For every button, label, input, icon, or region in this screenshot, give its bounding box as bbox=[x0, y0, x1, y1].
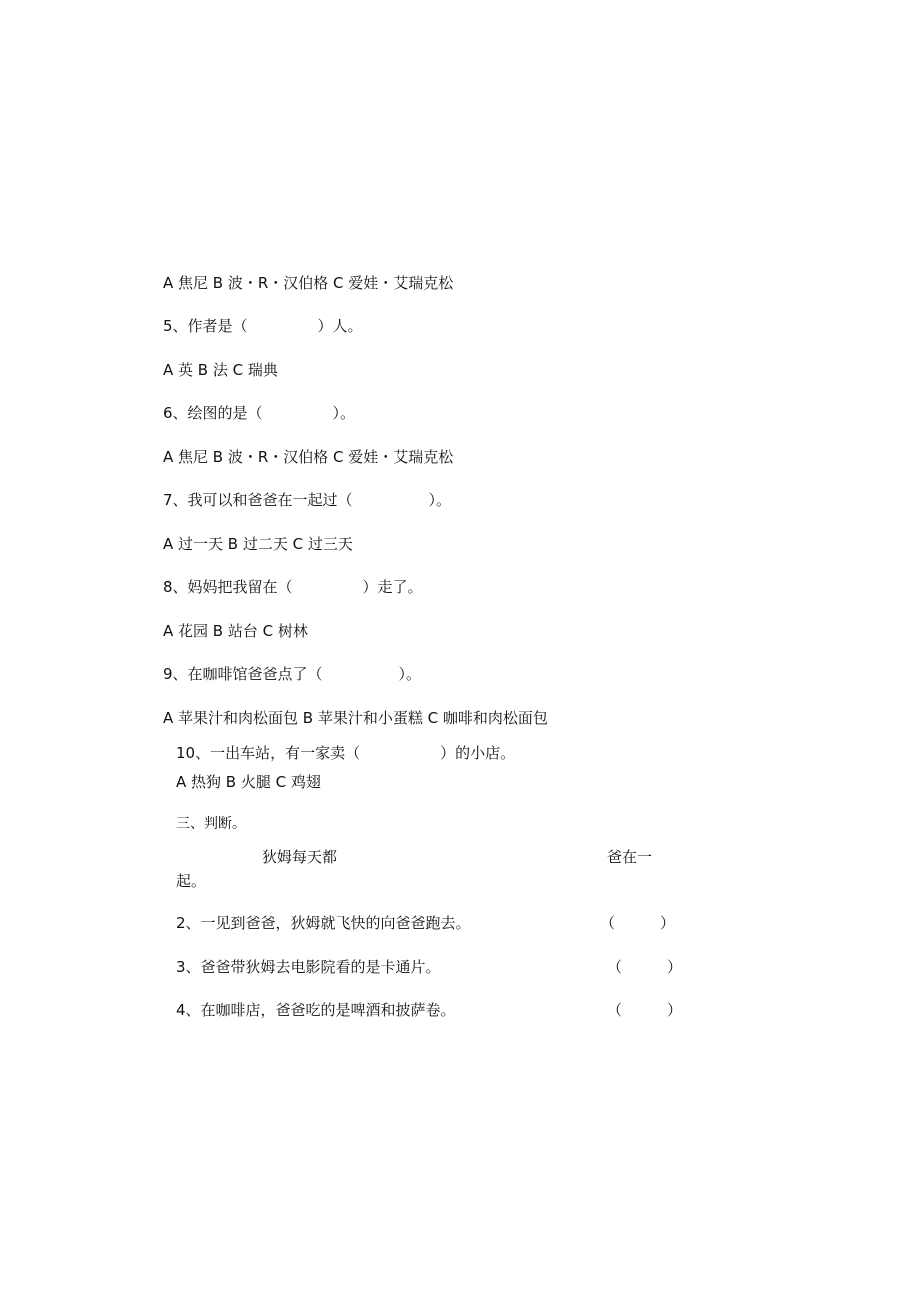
question-9 bbox=[163, 664, 421, 684]
question-10 bbox=[176, 743, 515, 763]
q5-options: A 英 B 法 C 瑞典 bbox=[163, 361, 278, 379]
q7-text: 7、我可以和爸爸在一起过（ bbox=[163, 491, 353, 509]
q9-text-end: ）。 bbox=[398, 665, 422, 683]
judge-3-text: 3、爸爸带狄姆去电影院看的是卡通片。 bbox=[176, 958, 441, 976]
judge-4-text: 4、在咖啡店，爸爸吃的是啤酒和披萨卷。 bbox=[176, 1001, 456, 1019]
judge-4-answer: （ ） bbox=[607, 1001, 683, 1019]
q7-options: A 过一天 B 过二天 C 过三天 bbox=[163, 535, 353, 553]
q10-text-end: ）的小店。 bbox=[440, 744, 516, 762]
question-8 bbox=[163, 577, 423, 597]
q8-text-end: ）走了。 bbox=[362, 578, 423, 596]
q10-text: 10、一出车站，有一家卖（ bbox=[176, 744, 361, 762]
q7-text-end: ）。 bbox=[428, 491, 452, 509]
question-7 bbox=[163, 490, 451, 510]
q10-options: A 热狗 B 火腿 C 鸡翅 bbox=[176, 773, 321, 791]
question-5 bbox=[163, 316, 363, 336]
q6-options: A 焦尼 B 波・R・汉伯格 C 爱娃・艾瑞克松 bbox=[163, 448, 454, 466]
q4-options: A 焦尼 B 波・R・汉伯格 C 爱娃・艾瑞克松 bbox=[163, 274, 454, 292]
section-3-heading: 三、判断。 bbox=[176, 816, 246, 832]
q8-options: A 花园 B 站台 C 树林 bbox=[163, 622, 308, 640]
q6-text: 6、绘图的是（ bbox=[163, 404, 263, 422]
judge-2-text: 2、一见到爸爸，狄姆就飞快的向爸爸跑去。 bbox=[176, 914, 471, 932]
q9-text: 9、在咖啡馆爸爸点了（ bbox=[163, 665, 323, 683]
judge-1-text-right: 爸在一 bbox=[607, 848, 653, 866]
q5-text-end: ）人。 bbox=[317, 317, 363, 335]
judge-1-text: 狄姆每天都 bbox=[262, 848, 338, 866]
judge-2-answer: （ ） bbox=[600, 914, 676, 932]
q5-text: 5、作者是（ bbox=[163, 317, 248, 335]
judge-1-text-wrap: 起。 bbox=[176, 872, 207, 890]
q6-text-end: ）。 bbox=[332, 404, 356, 422]
q9-options: A 苹果汁和肉松面包 B 苹果汁和小蛋糕 C 咖啡和肉松面包 bbox=[163, 709, 548, 727]
question-6 bbox=[163, 403, 355, 423]
judge-3-answer: （ ） bbox=[607, 958, 683, 976]
q8-text: 8、妈妈把我留在（ bbox=[163, 578, 293, 596]
